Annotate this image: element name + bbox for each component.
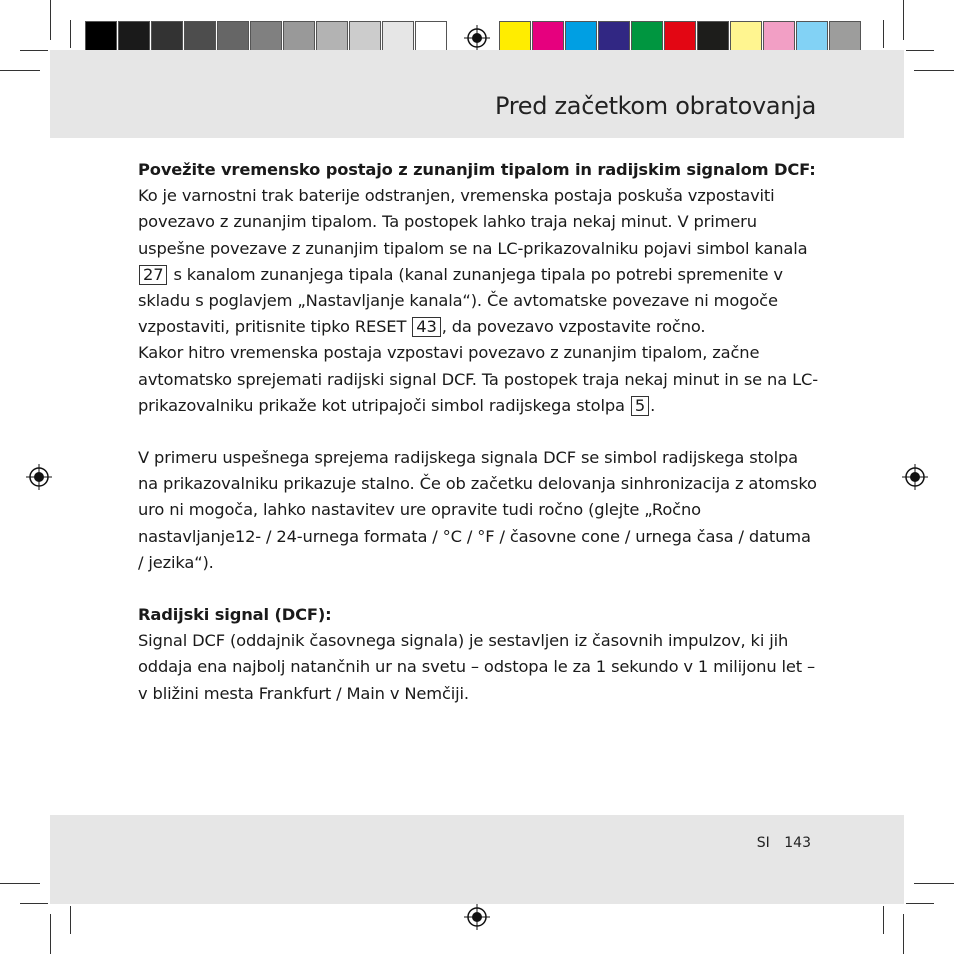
color-swatch	[184, 21, 216, 53]
crop-mark	[903, 0, 904, 40]
color-swatch	[697, 21, 729, 53]
language-code: SI	[756, 835, 770, 851]
page-footer	[747, 835, 811, 851]
crop-mark	[50, 914, 51, 954]
color-swatch	[151, 21, 183, 53]
paragraph-text: s kanalom zunanjega tipala (kanal zunanjega tipala po potrebi spremenite v skladu s poglavjem „Nastavljanje kanala“). Če avtomatske povezave ni mogoče vzpostaviti, pritisnite tipko RESET	[138, 264, 783, 337]
spacer	[138, 576, 818, 602]
crop-mark	[914, 70, 954, 71]
color-swatch	[283, 21, 315, 53]
crop-mark	[20, 903, 48, 904]
color-swatch	[598, 21, 630, 53]
crop-mark	[70, 20, 71, 48]
color-swatch	[763, 21, 795, 53]
crop-mark	[906, 903, 934, 904]
tower-symbol-reference: 5	[631, 396, 649, 416]
page-number: 143	[784, 835, 811, 851]
paragraph-text: Kakor hitro vremenska postaja vzpostavi povezavo z zunanjim tipalom, začne avtomatsko sprejemati radijski signal DCF. Ta postopek traja nekaj minut in se na LC-prikazovalniku prikaže kot utripajoči simbol radijskega stolpa	[138, 343, 818, 415]
crop-mark	[903, 914, 904, 954]
crop-mark	[70, 906, 71, 934]
color-swatch	[631, 21, 663, 53]
registration-mark-right-icon	[902, 464, 928, 490]
page-content	[138, 157, 818, 707]
crop-mark	[50, 0, 51, 40]
paragraph-text: , da povezavo vzpostavite ročno.	[441, 317, 706, 337]
paragraph-text: .	[650, 395, 656, 415]
color-swatch	[349, 21, 381, 53]
registration-mark-left-icon	[26, 464, 52, 490]
color-swatch	[382, 21, 414, 53]
paragraph-dcf-reception	[138, 340, 818, 419]
spacer	[138, 419, 818, 445]
color-swatch	[796, 21, 828, 53]
color-swatch	[415, 21, 447, 53]
color-swatch	[250, 21, 282, 53]
color-swatch	[664, 21, 696, 53]
footer-band	[50, 815, 904, 904]
color-swatch	[217, 21, 249, 53]
reset-button-reference: 43	[412, 317, 440, 337]
color-swatch	[829, 21, 861, 53]
color-swatch	[316, 21, 348, 53]
paragraph-dcf-description: Signal DCF (oddajnik časovnega signala) je sestavljen iz časovnih impulzov, ki jih oddaja ena najbolj natančnih ur na svetu – odstopa le za 1 sekundo v 1 milijonu let – v bližini mesta Frankfurt / Main v Nemčiji.	[138, 631, 816, 703]
paragraph-text: Ko je varnostni trak baterije odstranjen, vremenska postaja poskuša vzpostaviti povezavo z zunanjim tipalom. Ta postopek lahko traja nekaj minut. V primeru uspešne povezave z zunanjim tipalom se na LC-prikazovalniku pojavi simbol kanala	[138, 186, 808, 258]
registration-mark-top-icon	[464, 25, 490, 51]
paragraph-manual-setting: V primeru uspešnega sprejema radijskega signala DCF se simbol radijskega stolpa na prikazovalniku prikazuje stalno. Če ob začetku delovanja sinhronizacija z atomsko uro ni mogoča, lahko nastavitev ure opravite tudi ročno (glejte „Ročno nastavljanje12- / 24-urnega formata / °C / °F / časovne cone / urnega časa / datuma / jezika“).	[138, 448, 817, 572]
crop-mark	[883, 906, 884, 934]
crop-mark	[906, 50, 934, 51]
color-swatch	[499, 21, 531, 53]
section-heading-connect: Povežite vremensko postajo z zunanjim tipalom in radijskim signalom DCF:	[138, 160, 816, 179]
crop-mark	[0, 70, 40, 71]
registration-mark-bottom-icon	[464, 904, 490, 930]
color-swatch	[118, 21, 150, 53]
crop-mark	[20, 50, 48, 51]
channel-symbol-reference: 27	[139, 265, 167, 285]
crop-mark	[883, 20, 884, 48]
color-swatch	[730, 21, 762, 53]
color-swatch	[532, 21, 564, 53]
crop-mark	[0, 883, 40, 884]
color-swatch	[565, 21, 597, 53]
page-title: Pred začetkom obratovanja	[494, 92, 816, 120]
color-swatch	[85, 21, 117, 53]
crop-mark	[914, 883, 954, 884]
paragraph-connection	[138, 183, 818, 340]
section-heading-dcf: Radijski signal (DCF):	[138, 605, 332, 625]
